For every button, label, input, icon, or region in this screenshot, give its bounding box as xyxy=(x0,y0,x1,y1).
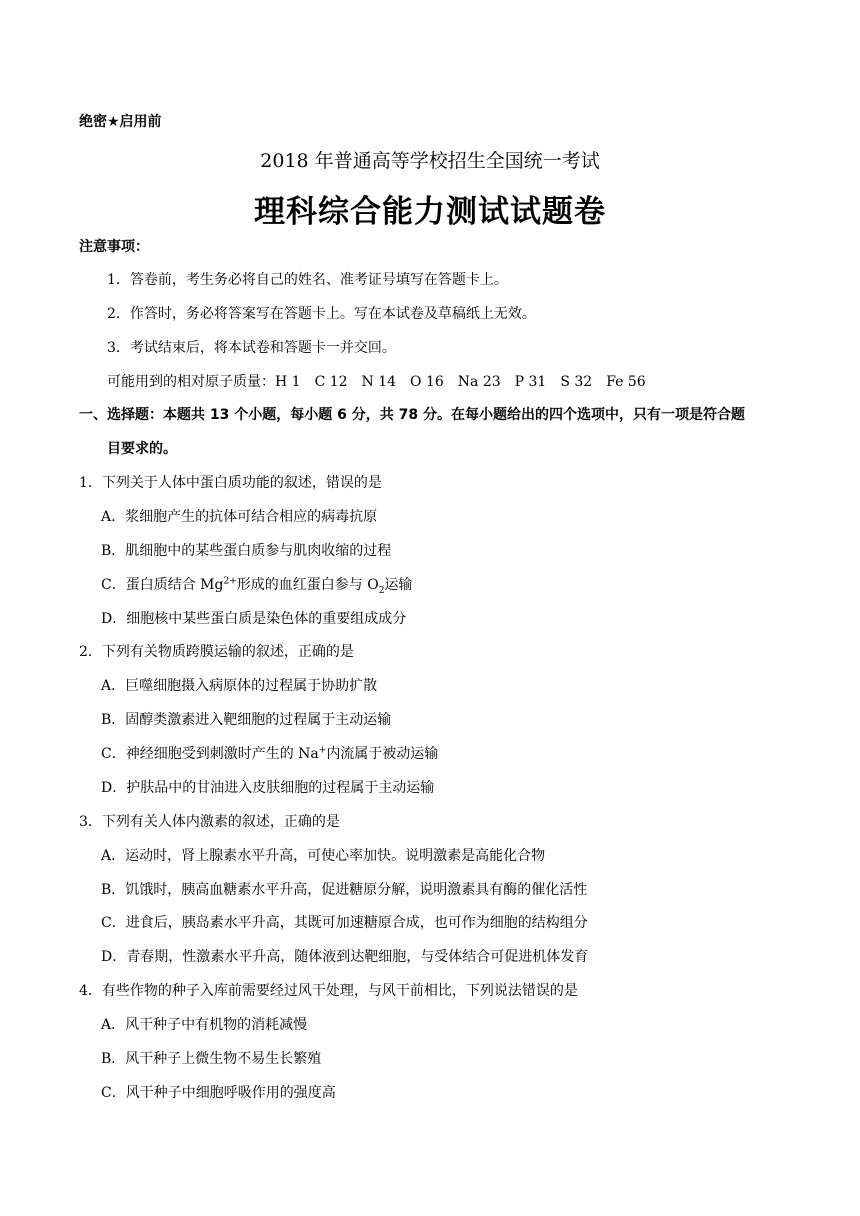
option-b: B．风干种子上微生物不易生长繁殖 xyxy=(101,1051,322,1067)
option-c-text: 形成的血红蛋白参与 O xyxy=(236,577,379,593)
option-b: B．饥饿时，胰高血糖素水平升高，促进糖原分解，说明激素具有酶的催化活性 xyxy=(101,882,588,898)
section-heading: 一、选择题：本题共 13 个小题，每小题 6 分，共 78 分。在每小题给出的四个选项中，只有一项是符合题 xyxy=(79,407,745,423)
option-b: B．固醇类激素进入靶细胞的过程属于主动运输 xyxy=(101,712,392,728)
question-stem: 4．有些作物的种子入库前需要经过风干处理，与风干前相比，下列说法错误的是 xyxy=(79,983,578,999)
exam-title: 2018 年普通高等学校招生全国统一考试 xyxy=(260,150,600,172)
option-a: A．浆细胞产生的抗体可结合相应的病毒抗原 xyxy=(101,509,378,525)
option-c xyxy=(101,743,438,763)
notice-item: 2．作答时，务必将答案写在答题卡上。写在本试卷及草稿纸上无效。 xyxy=(107,306,536,322)
subscript: 2 xyxy=(378,585,385,596)
option-c: C．进食后，胰岛素水平升高，其既可加速糖原合成，也可作为细胞的结构组分 xyxy=(101,915,588,931)
question-stem: 3．下列有关人体内激素的叙述，正确的是 xyxy=(79,814,340,830)
question-stem: 1．下列关于人体中蛋白质功能的叙述，错误的是 xyxy=(79,475,382,491)
option-c-text: 运输 xyxy=(384,577,413,593)
notice-heading: 注意事项： xyxy=(79,239,149,255)
question-stem: 2．下列有关物质跨膜运输的叙述，正确的是 xyxy=(79,644,354,660)
notice-item: 1．答卷前，考生务必将自己的姓名、准考证号填写在答题卡上。 xyxy=(107,272,508,288)
superscript: 2+ xyxy=(223,576,237,587)
option-c: C．风干种子中细胞呼吸作用的强度高 xyxy=(101,1085,336,1101)
option-a: A．运动时，肾上腺素水平升高，可使心率加快。说明激素是高能化合物 xyxy=(101,848,546,864)
option-a: A．巨噬细胞摄入病原体的过程属于协助扩散 xyxy=(101,678,378,694)
option-c-text: C．神经细胞受到刺激时产生的 Na xyxy=(101,746,319,762)
option-c-text: C．蛋白质结合 Mg xyxy=(101,577,224,593)
secret-label: 绝密★启用前 xyxy=(79,114,162,130)
notice-item: 3．考试结束后，将本试卷和答题卡一并交回。 xyxy=(107,340,396,356)
superscript: + xyxy=(318,745,327,756)
option-d: D．青春期，性激素水平升高，随体液到达靶细胞，与受体结合可促进机体发育 xyxy=(101,949,589,965)
option-c xyxy=(101,574,412,596)
option-c-text: 内流属于被动运输 xyxy=(326,746,439,762)
option-d: D．护肤品中的甘油进入皮肤细胞的过程属于主动运输 xyxy=(101,780,435,796)
option-d: D．细胞核中某些蛋白质是染色体的重要组成成分 xyxy=(101,611,407,627)
option-b: B．肌细胞中的某些蛋白质参与肌肉收缩的过程 xyxy=(101,543,392,559)
paper-title: 理科综合能力测试试题卷 xyxy=(254,194,606,230)
atomic-mass-note: 可能用到的相对原子质量：H 1 C 12 N 14 O 16 Na 23 P 31 S 32 Fe 56 xyxy=(107,374,646,390)
section-heading-cont: 目要求的。 xyxy=(107,441,177,457)
option-a: A．风干种子中有机物的消耗减慢 xyxy=(101,1017,308,1033)
